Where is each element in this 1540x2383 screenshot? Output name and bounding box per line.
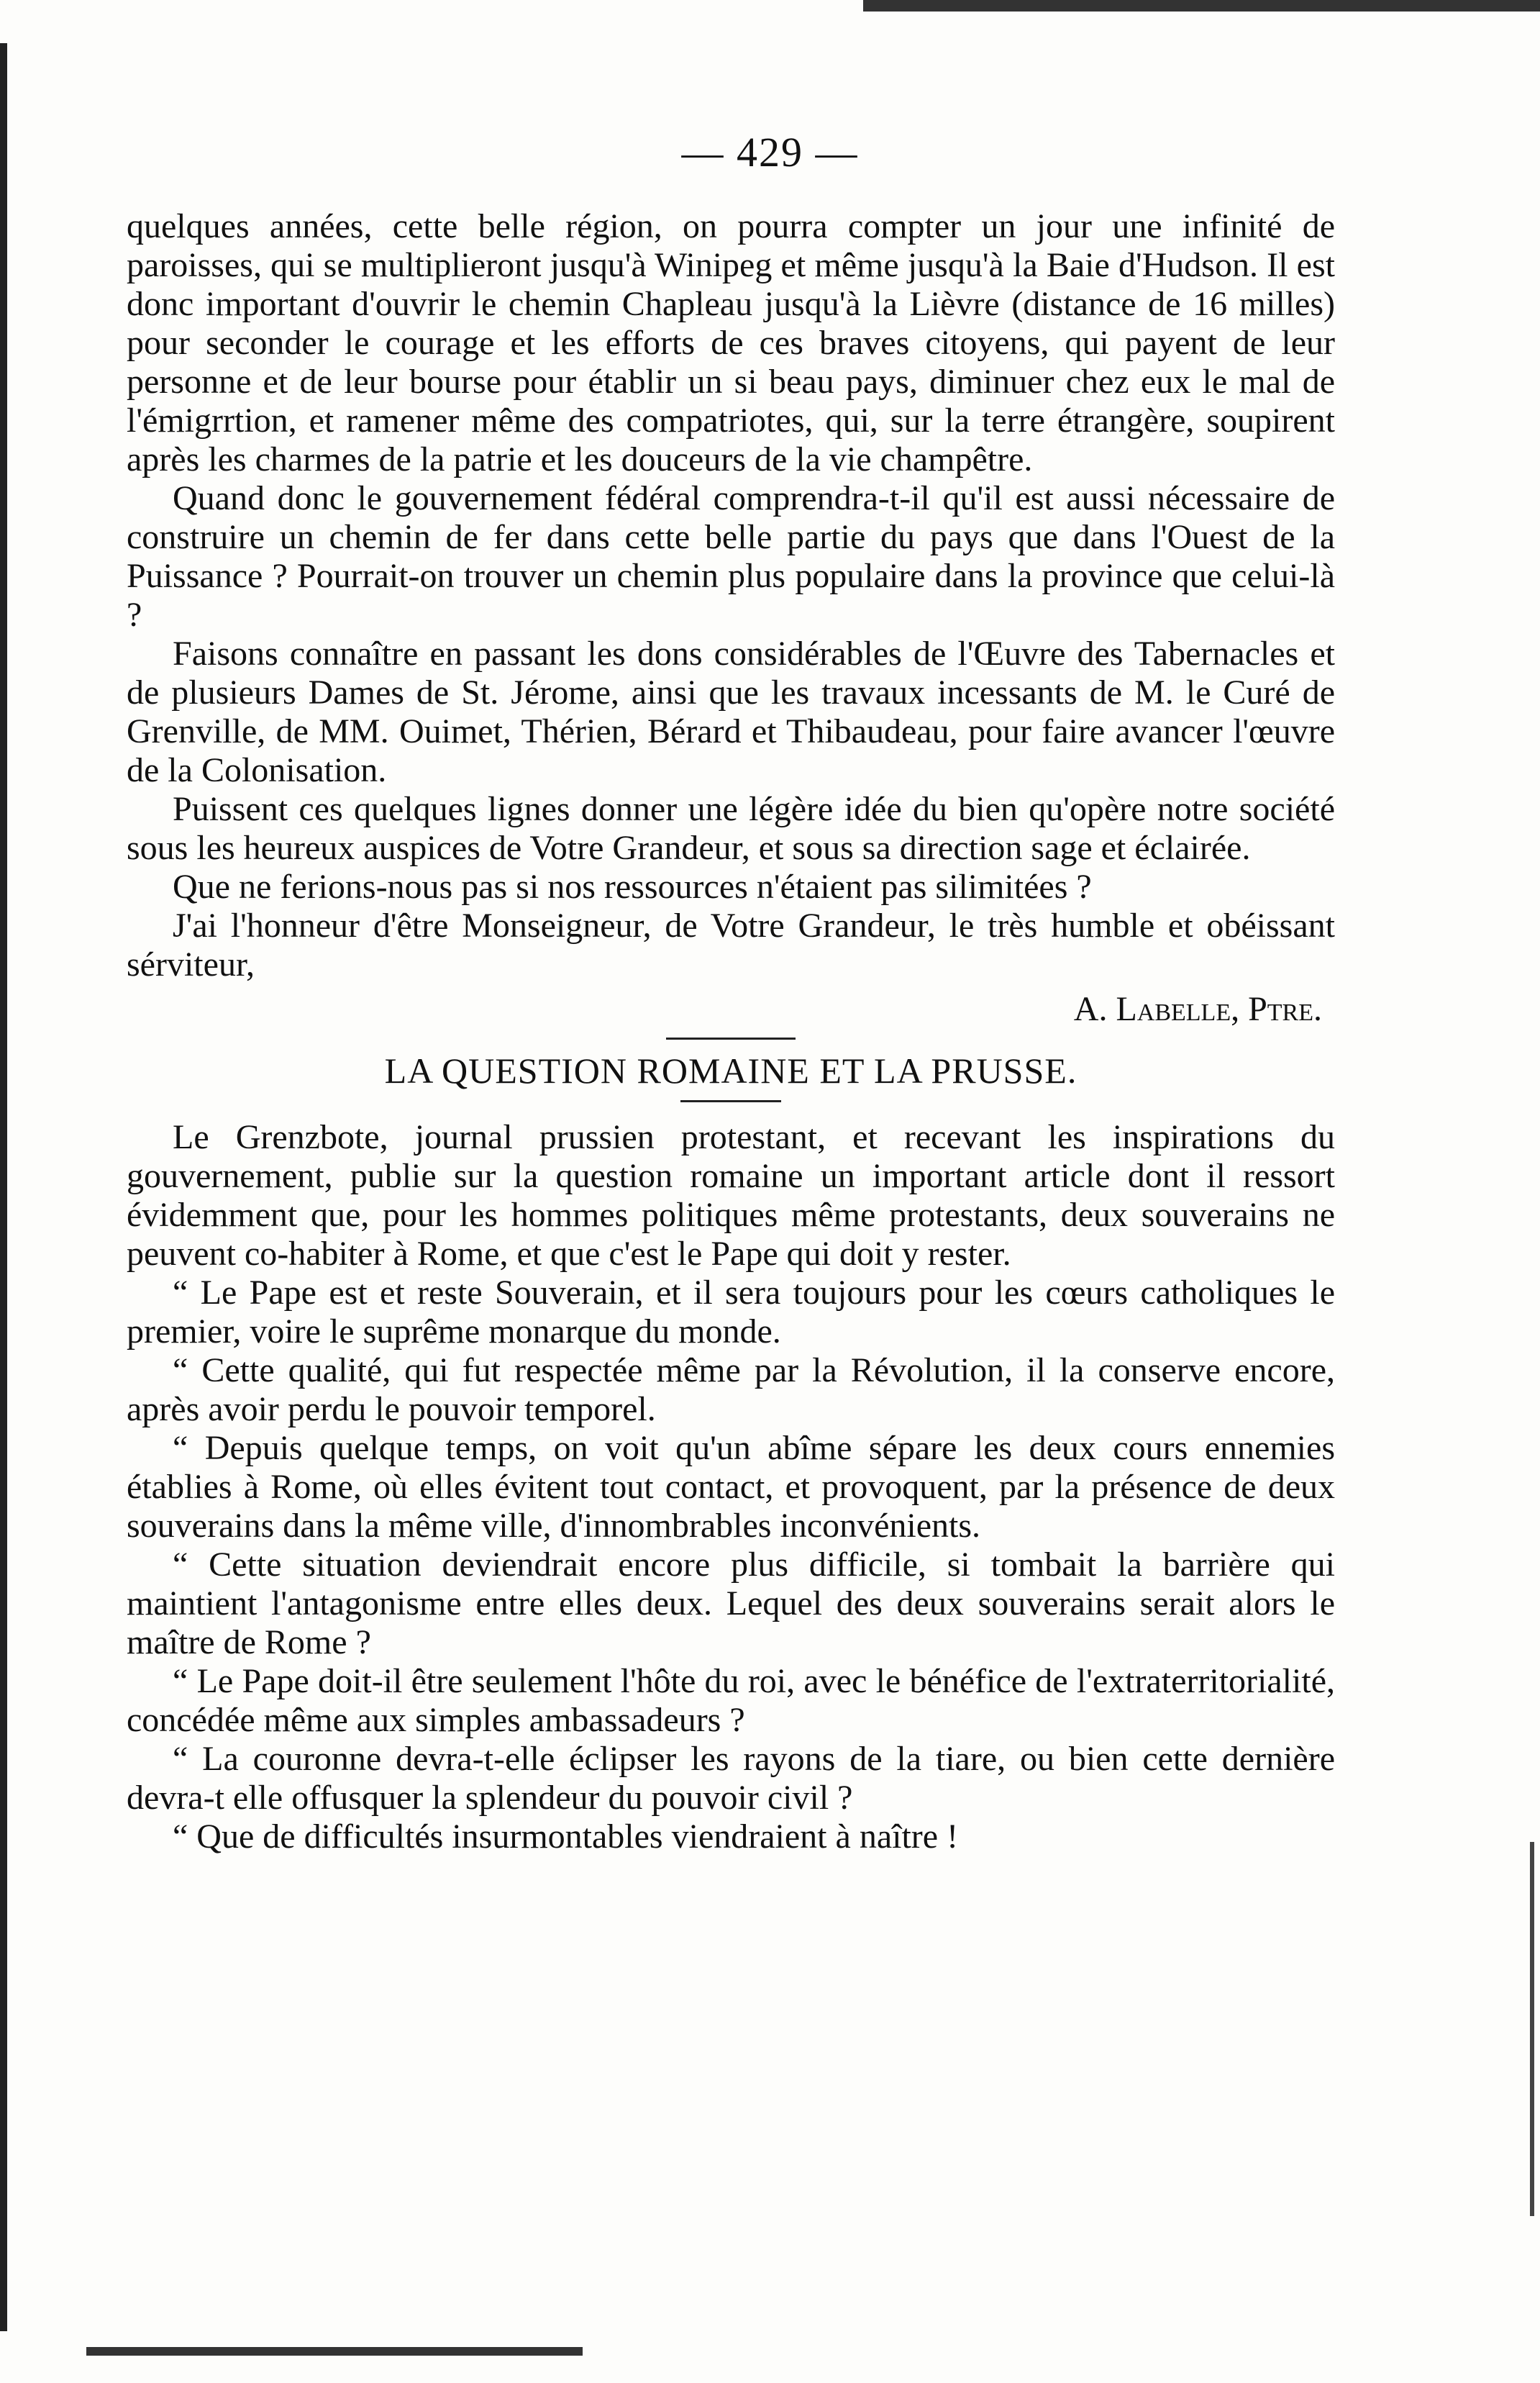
- section-paragraph-7: “ La couronne devra-t-elle éclipser les rayons de la tiare, ou bien cette dernière devra-t elle offusquer la splendeur du pouvoir civil ?: [127, 1740, 1335, 1817]
- page-body: [127, 207, 1335, 1856]
- page-number: — 429 —: [681, 129, 859, 176]
- scan-edge-bottom: [86, 2347, 583, 2356]
- title-underline: [680, 1100, 781, 1102]
- paragraph-4: Puissent ces quelques lignes donner une légère idée du bien qu'opère notre société sous les heureux auspices de Votre Grandeur, et sous sa direction sage et éclairée.: [127, 790, 1335, 867]
- scan-edge-top: [863, 0, 1540, 12]
- paragraph-5: Que ne ferions-nous pas si nos ressources n'étaient pas silimitées ?: [173, 868, 1092, 906]
- section-paragraph-4: “ Depuis quelque temps, on voit qu'un abîme sépare les deux cours ennemies établies à Rome, où elles évitent tout contact, et provoquent, par la présence de deux souverains dans la même ville, d'innombrables inconvénients.: [127, 1429, 1335, 1545]
- section-paragraph-5: “ Cette situation deviendrait encore plus difficile, si tombait la barrière qui maintient l'antagonisme entre elles deux. Lequel des deux souverains serait alors le maître de Rome ?: [127, 1545, 1335, 1661]
- paragraph-1: quelques années, cette belle région, on pourra compter un jour une infinité de paroisses, qui se multiplieront jusqu'à Winipeg et même jusqu'à la Baie d'Hudson. Il est donc important d'ouvrir le chemin Chapleau jusqu'à la Lièvre (distance de 16 milles) pour seconder le courage et les efforts de ces braves citoyens, qui payent de leur personne et de leur bourse pour établir un si beau pays, diminuer chez eux le mal de l'émigrrtion, et ramener même des compatriotes, qui, sur la terre étrangère, soupirent après les charmes de la patrie et les douceurs de la vie champêtre.: [127, 207, 1335, 478]
- section-paragraph-1: Le Grenzbote, journal prussien protestant, et recevant les inspirations du gouvernement, publie sur la question romaine un important article dont il ressort évidemment que, pour les hommes politiques même protestants, deux souverains ne peuvent co-habiter à Rome, et que c'est le Pape qui doit y rester.: [127, 1118, 1335, 1273]
- separator-rule: [666, 1038, 796, 1040]
- signature: A. Labelle, Ptre.: [1073, 990, 1322, 1028]
- paragraph-3: Faisons connaître en passant les dons considérables de l'Œuvre des Tabernacles et de plusieurs Dames de St. Jérome, ainsi que les travaux incessants de M. le Curé de Grenville, de MM. Ouimet, Thérien, Bérard et Thibaudeau, pour faire avancer l'œuvre de la Colonisation.: [127, 635, 1335, 789]
- section-paragraph-6: “ Le Pape doit-il être seulement l'hôte du roi, avec le bénéfice de l'extraterritorialité, concédée même aux simples ambassadeurs ?: [127, 1662, 1335, 1739]
- paragraph-6: J'ai l'honneur d'être Monseigneur, de Votre Grandeur, le très humble et obéissant sérviteur,: [127, 907, 1335, 984]
- section-paragraph-2: “ Le Pape est et reste Souverain, et il sera toujours pour les cœurs catholiques le premier, voire le suprême monarque du monde.: [127, 1274, 1335, 1351]
- scan-edge-left: [0, 43, 7, 2331]
- section-paragraph-8: “ Que de difficultés insurmontables viendraient à naître !: [173, 1817, 959, 1856]
- section-paragraph-3: “ Cette qualité, qui fut respectée même par la Révolution, il la conserve encore, après avoir perdu le pouvoir temporel.: [127, 1351, 1335, 1428]
- paragraph-2: Quand donc le gouvernement fédéral comprendra-t-il qu'il est aussi nécessaire de construire un chemin de fer dans cette belle partie du pays que dans l'Ouest de la Puissance ? Pourrait-on trouver un chemin plus populaire dans la province que celui-là ?: [127, 479, 1335, 634]
- section-title: LA QUESTION ROMAINE ET LA PRUSSE.: [384, 1050, 1077, 1091]
- scan-edge-right: [1530, 1842, 1534, 2216]
